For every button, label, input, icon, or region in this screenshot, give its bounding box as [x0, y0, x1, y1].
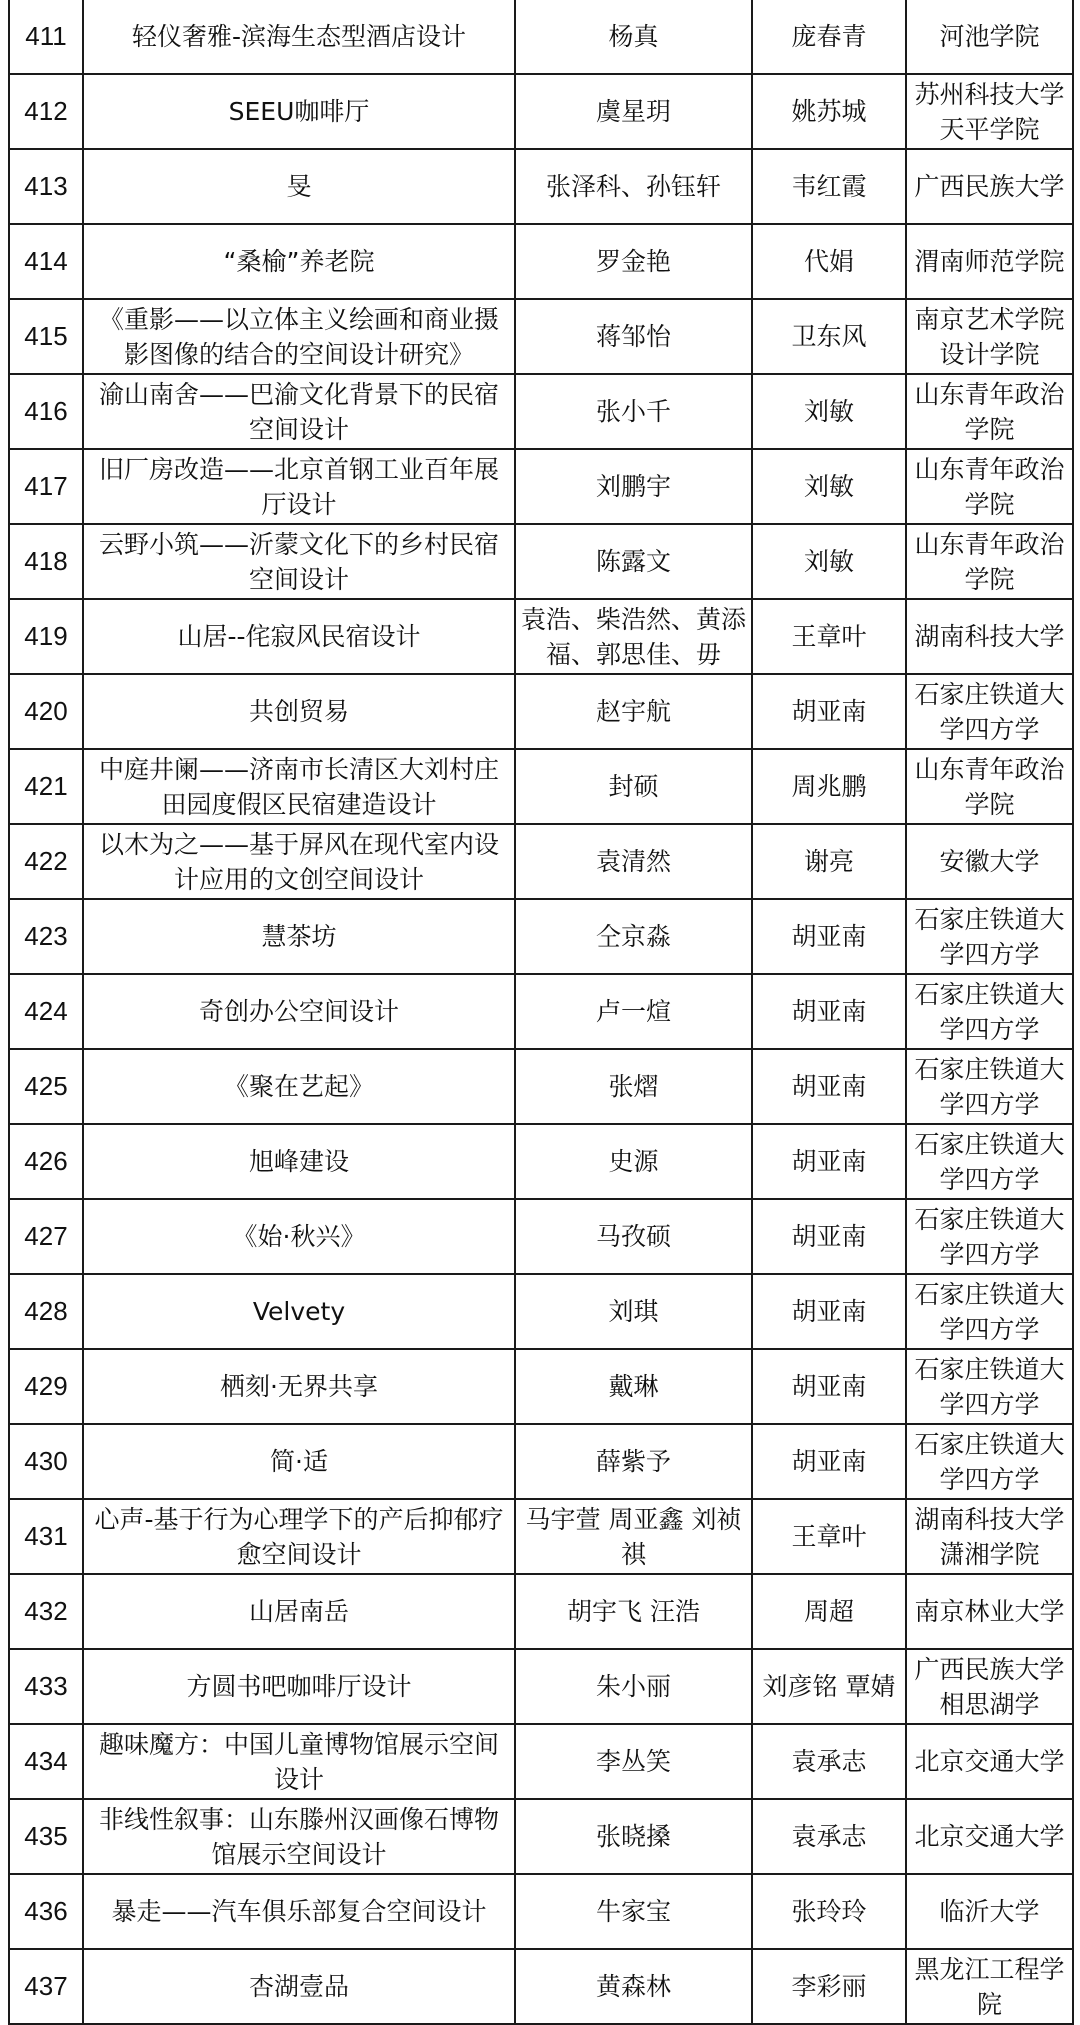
table-row — [9, 1274, 1073, 1349]
work-title-cell: “桑榆”养老院 — [83, 224, 515, 299]
work-title-cell: Velvety — [83, 1274, 515, 1349]
award-list-table — [8, 0, 1074, 2025]
school-cell: 山东青年政治学院 — [906, 524, 1073, 599]
teacher-cell: 袁承志 — [752, 1724, 906, 1799]
teacher-cell: 胡亚南 — [752, 1199, 906, 1274]
author-cell: 张熠 — [515, 1049, 752, 1124]
work-title-cell: 旧厂房改造——北京首钢工业百年展厅设计 — [83, 449, 515, 524]
teacher-cell: 李彩丽 — [752, 1949, 906, 2024]
school-cell: 临沂大学 — [906, 1874, 1073, 1949]
work-title-cell: 中庭井阑——济南市长清区大刘村庄田园度假区民宿建造设计 — [83, 749, 515, 824]
table-row — [9, 374, 1073, 449]
author-cell: 李丛笑 — [515, 1724, 752, 1799]
school-cell: 山东青年政治学院 — [906, 749, 1073, 824]
row-number-cell: 426 — [9, 1124, 83, 1199]
school-cell: 石家庄铁道大学四方学 — [906, 1349, 1073, 1424]
work-title-cell: 栖刻·无界共享 — [83, 1349, 515, 1424]
teacher-cell: 胡亚南 — [752, 1049, 906, 1124]
row-number-cell: 435 — [9, 1799, 83, 1874]
work-title-cell: 《重影——以立体主义绘画和商业摄影图像的结合的空间设计研究》 — [83, 299, 515, 374]
teacher-cell: 胡亚南 — [752, 1124, 906, 1199]
table-row — [9, 974, 1073, 1049]
table-row — [9, 1199, 1073, 1274]
school-cell: 湖南科技大学 — [906, 599, 1073, 674]
table-row — [9, 599, 1073, 674]
author-cell: 史源 — [515, 1124, 752, 1199]
table-row — [9, 524, 1073, 599]
school-cell: 山东青年政治学院 — [906, 449, 1073, 524]
author-cell: 张晓搡 — [515, 1799, 752, 1874]
work-title-cell: 非线性叙事：山东滕州汉画像石博物馆展示空间设计 — [83, 1799, 515, 1874]
row-number-cell: 422 — [9, 824, 83, 899]
row-number-cell: 416 — [9, 374, 83, 449]
author-cell: 张泽科、孙钰轩 — [515, 149, 752, 224]
school-cell: 北京交通大学 — [906, 1799, 1073, 1874]
author-cell: 黄森林 — [515, 1949, 752, 2024]
work-title-cell: 方圆书吧咖啡厅设计 — [83, 1649, 515, 1724]
teacher-cell: 卫东风 — [752, 299, 906, 374]
teacher-cell: 胡亚南 — [752, 1274, 906, 1349]
author-cell: 杨真 — [515, 0, 752, 74]
work-title-cell: 《聚在艺起》 — [83, 1049, 515, 1124]
work-title-cell: 云野小筑——沂蒙文化下的乡村民宿空间设计 — [83, 524, 515, 599]
table-row — [9, 1574, 1073, 1649]
teacher-cell: 刘敏 — [752, 374, 906, 449]
teacher-cell: 胡亚南 — [752, 674, 906, 749]
teacher-cell: 王章叶 — [752, 599, 906, 674]
author-cell: 赵宇航 — [515, 674, 752, 749]
work-title-cell: 旻 — [83, 149, 515, 224]
teacher-cell: 代娟 — [752, 224, 906, 299]
school-cell: 石家庄铁道大学四方学 — [906, 974, 1073, 1049]
row-number-cell: 414 — [9, 224, 83, 299]
work-title-cell: 轻仪奢雅-滨海生态型酒店设计 — [83, 0, 515, 74]
school-cell: 黑龙江工程学院 — [906, 1949, 1073, 2024]
teacher-cell: 刘彦铭 覃婧 — [752, 1649, 906, 1724]
author-cell: 朱小丽 — [515, 1649, 752, 1724]
row-number-cell: 417 — [9, 449, 83, 524]
table-row — [9, 1874, 1073, 1949]
author-cell: 刘琪 — [515, 1274, 752, 1349]
school-cell: 石家庄铁道大学四方学 — [906, 1199, 1073, 1274]
row-number-cell: 432 — [9, 1574, 83, 1649]
author-cell: 戴琳 — [515, 1349, 752, 1424]
work-title-cell: 奇创办公空间设计 — [83, 974, 515, 1049]
row-number-cell: 433 — [9, 1649, 83, 1724]
table-row — [9, 1499, 1073, 1574]
table-row — [9, 0, 1073, 74]
school-cell: 石家庄铁道大学四方学 — [906, 1124, 1073, 1199]
teacher-cell: 刘敏 — [752, 524, 906, 599]
work-title-cell: 简·适 — [83, 1424, 515, 1499]
row-number-cell: 428 — [9, 1274, 83, 1349]
author-cell: 刘鹏宇 — [515, 449, 752, 524]
school-cell: 苏州科技大学天平学院 — [906, 74, 1073, 149]
table-row — [9, 1649, 1073, 1724]
teacher-cell: 胡亚南 — [752, 1424, 906, 1499]
table-row — [9, 1049, 1073, 1124]
teacher-cell: 周兆鹏 — [752, 749, 906, 824]
work-title-cell: 山居南岳 — [83, 1574, 515, 1649]
row-number-cell: 427 — [9, 1199, 83, 1274]
table-row — [9, 899, 1073, 974]
teacher-cell: 谢亮 — [752, 824, 906, 899]
school-cell: 石家庄铁道大学四方学 — [906, 1274, 1073, 1349]
teacher-cell: 韦红霞 — [752, 149, 906, 224]
school-cell: 安徽大学 — [906, 824, 1073, 899]
row-number-cell: 430 — [9, 1424, 83, 1499]
teacher-cell: 庞春青 — [752, 0, 906, 74]
school-cell: 石家庄铁道大学四方学 — [906, 1424, 1073, 1499]
author-cell: 袁清然 — [515, 824, 752, 899]
work-title-cell: 渝山南舍——巴渝文化背景下的民宿空间设计 — [83, 374, 515, 449]
row-number-cell: 424 — [9, 974, 83, 1049]
school-cell: 湖南科技大学潇湘学院 — [906, 1499, 1073, 1574]
school-cell: 河池学院 — [906, 0, 1073, 74]
row-number-cell: 415 — [9, 299, 83, 374]
table-row — [9, 1724, 1073, 1799]
row-number-cell: 420 — [9, 674, 83, 749]
work-title-cell: 山居--侘寂风民宿设计 — [83, 599, 515, 674]
row-number-cell: 431 — [9, 1499, 83, 1574]
table-row — [9, 224, 1073, 299]
school-cell: 山东青年政治学院 — [906, 374, 1073, 449]
table-row — [9, 1349, 1073, 1424]
table-row — [9, 149, 1073, 224]
author-cell: 马宇萱 周亚鑫 刘祯祺 — [515, 1499, 752, 1574]
table-row — [9, 1124, 1073, 1199]
row-number-cell: 418 — [9, 524, 83, 599]
teacher-cell: 胡亚南 — [752, 1349, 906, 1424]
teacher-cell: 姚苏城 — [752, 74, 906, 149]
row-number-cell: 434 — [9, 1724, 83, 1799]
teacher-cell: 周超 — [752, 1574, 906, 1649]
author-cell: 仝京淼 — [515, 899, 752, 974]
row-number-cell: 412 — [9, 74, 83, 149]
row-number-cell: 429 — [9, 1349, 83, 1424]
school-cell: 北京交通大学 — [906, 1724, 1073, 1799]
table-row — [9, 74, 1073, 149]
author-cell: 虞星玥 — [515, 74, 752, 149]
work-title-cell: 《始·秋兴》 — [83, 1199, 515, 1274]
author-cell: 罗金艳 — [515, 224, 752, 299]
teacher-cell: 刘敏 — [752, 449, 906, 524]
teacher-cell: 袁承志 — [752, 1799, 906, 1874]
work-title-cell: 旭峰建设 — [83, 1124, 515, 1199]
author-cell: 牛家宝 — [515, 1874, 752, 1949]
school-cell: 渭南师范学院 — [906, 224, 1073, 299]
row-number-cell: 423 — [9, 899, 83, 974]
work-title-cell: 以木为之——基于屏风在现代室内设计应用的文创空间设计 — [83, 824, 515, 899]
work-title-cell: 暴走——汽车俱乐部复合空间设计 — [83, 1874, 515, 1949]
teacher-cell: 张玲玲 — [752, 1874, 906, 1949]
school-cell: 广西民族大学 — [906, 149, 1073, 224]
author-cell: 袁浩、柴浩然、黄添福、郭思佳、毋 — [515, 599, 752, 674]
work-title-cell: 杏湖壹品 — [83, 1949, 515, 2024]
teacher-cell: 王章叶 — [752, 1499, 906, 1574]
school-cell: 南京林业大学 — [906, 1574, 1073, 1649]
row-number-cell: 425 — [9, 1049, 83, 1124]
author-cell: 陈露文 — [515, 524, 752, 599]
school-cell: 石家庄铁道大学四方学 — [906, 674, 1073, 749]
table-row — [9, 1949, 1073, 2024]
author-cell: 张小千 — [515, 374, 752, 449]
row-number-cell: 436 — [9, 1874, 83, 1949]
author-cell: 封硕 — [515, 749, 752, 824]
row-number-cell: 419 — [9, 599, 83, 674]
table-row — [9, 449, 1073, 524]
table-row — [9, 749, 1073, 824]
row-number-cell: 437 — [9, 1949, 83, 2024]
row-number-cell: 411 — [9, 0, 83, 74]
teacher-cell: 胡亚南 — [752, 974, 906, 1049]
work-title-cell: 慧茶坊 — [83, 899, 515, 974]
work-title-cell: 心声-基于行为心理学下的产后抑郁疗愈空间设计 — [83, 1499, 515, 1574]
school-cell: 南京艺术学院设计学院 — [906, 299, 1073, 374]
author-cell: 马孜硕 — [515, 1199, 752, 1274]
table-row — [9, 674, 1073, 749]
school-cell: 石家庄铁道大学四方学 — [906, 1049, 1073, 1124]
author-cell: 蒋邹怡 — [515, 299, 752, 374]
row-number-cell: 413 — [9, 149, 83, 224]
school-cell: 石家庄铁道大学四方学 — [906, 899, 1073, 974]
work-title-cell: 共创贸易 — [83, 674, 515, 749]
teacher-cell: 胡亚南 — [752, 899, 906, 974]
table-row — [9, 1424, 1073, 1499]
table-row — [9, 1799, 1073, 1874]
school-cell: 广西民族大学相思湖学 — [906, 1649, 1073, 1724]
table-row — [9, 299, 1073, 374]
work-title-cell: 趣味魔方：中国儿童博物馆展示空间设计 — [83, 1724, 515, 1799]
table-row — [9, 824, 1073, 899]
author-cell: 薛紫予 — [515, 1424, 752, 1499]
author-cell: 卢一煊 — [515, 974, 752, 1049]
row-number-cell: 421 — [9, 749, 83, 824]
work-title-cell: SEEU咖啡厅 — [83, 74, 515, 149]
author-cell: 胡宇飞 汪浩 — [515, 1574, 752, 1649]
table-body — [9, 0, 1073, 2024]
